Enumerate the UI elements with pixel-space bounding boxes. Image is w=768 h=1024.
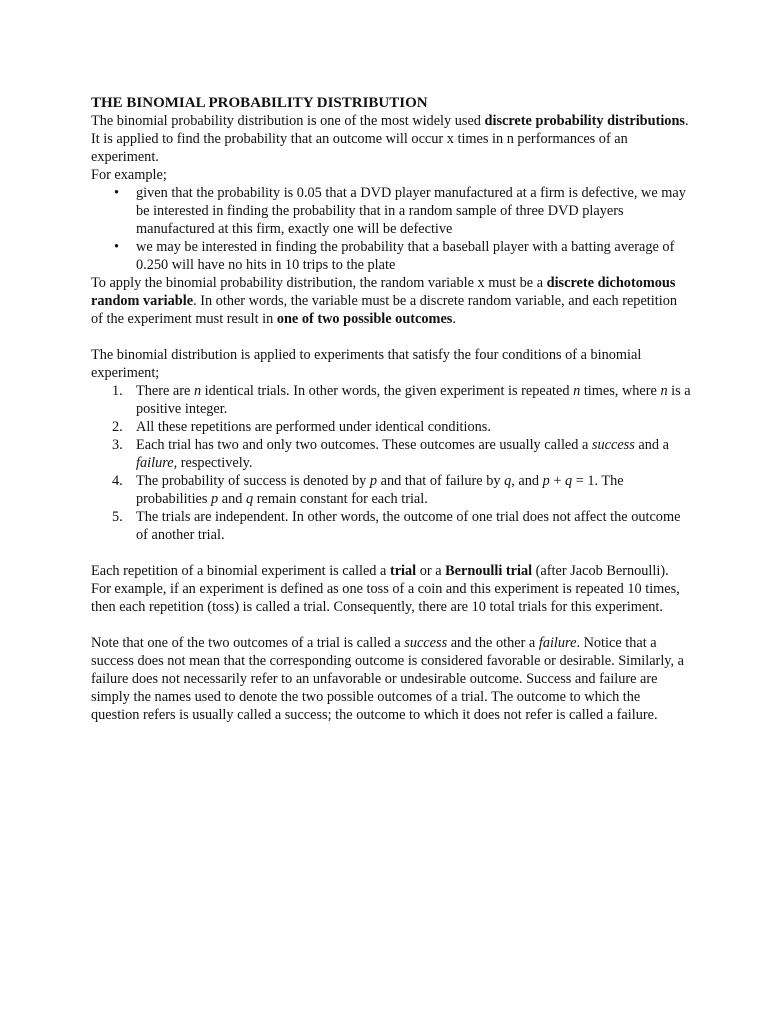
example-label: For example; <box>91 167 167 183</box>
example-item-text: given that the probability is 0.05 that a DVD player manufactured at a firm is defective, we may be interested in finding the probability that in a random sample of three DVD players manufactured at this firm, exactly one will be defective <box>136 185 686 237</box>
conditions-intro: The binomial distribution is applied to experiments that satisfy the four conditions of a binomial experiment; <box>91 347 642 381</box>
text-run: + <box>549 473 565 489</box>
trial-paragraph <box>91 562 691 616</box>
trial-text-2: or a <box>416 563 446 579</box>
italic-var: p <box>369 473 378 489</box>
text-run: and <box>218 491 246 507</box>
document-title: THE BINOMIAL PROBABILITY DISTRIBUTION <box>91 95 428 111</box>
note-text-1: Note that one of the two outcomes of a trial is called a <box>91 635 405 651</box>
intro-bold-term: discrete probability distributions <box>484 113 685 129</box>
condition-text: All these repetitions are performed under identical conditions. <box>136 419 491 435</box>
condition-number: 3. <box>112 437 123 453</box>
bernoulli-bold-term: Bernoulli trial <box>445 563 533 579</box>
apply-paragraph <box>91 274 691 328</box>
apply-bold-term-2: one of two possible outcomes <box>276 311 453 327</box>
condition-number: 2. <box>112 419 123 435</box>
text-run: There are <box>136 383 194 399</box>
condition-item-2 <box>91 418 691 436</box>
failure-italic-term: failure <box>538 635 577 651</box>
text-run: Each trial has two and only two outcomes. These outcomes are usually called a <box>136 437 592 453</box>
intro-text-2: . It is applied to find the probability that an outcome will occur x times in n performances of an experiment. <box>91 113 689 165</box>
example-list <box>91 184 691 274</box>
text-run: respectively. <box>177 455 253 471</box>
condition-item-1 <box>91 382 691 418</box>
conditions-list <box>91 382 691 544</box>
text-run: times, where <box>580 383 661 399</box>
condition-number: 1. <box>112 383 123 399</box>
paragraph-spacer <box>91 328 691 346</box>
condition-number: 4. <box>112 473 123 489</box>
text-run: is a positive integer. <box>136 383 691 417</box>
condition-text <box>136 383 691 417</box>
condition-item-5 <box>91 508 691 544</box>
bullet-icon: • <box>114 185 120 201</box>
apply-text-2: . In other words, the variable must be a discrete random variable, and each repetition of the experiment must result in <box>91 293 677 327</box>
example-item <box>91 238 691 274</box>
note-text-2: and the other a <box>447 635 539 651</box>
success-italic-term: success <box>404 635 448 651</box>
bullet-icon: • <box>114 239 120 255</box>
italic-var: q <box>246 491 254 507</box>
paragraph-spacer <box>91 544 691 562</box>
italic-var: n <box>660 383 668 399</box>
text-run: and a <box>634 437 669 453</box>
apply-text-3: . <box>452 311 456 327</box>
italic-var: n <box>573 383 581 399</box>
paragraph-spacer <box>91 616 691 634</box>
condition-item-3 <box>91 436 691 472</box>
intro-text-1: The binomial probability distribution is one of the most widely used <box>91 113 485 129</box>
intro-paragraph <box>91 112 691 166</box>
italic-var: n <box>193 383 202 399</box>
note-text-3: . Notice that a success does not mean that the corresponding outcome is considered favorable or desirable. Similarly, a failure does not necessarily refer to an unfavorable or undesirable outcome. Success and failure are simply the names used to denote the two possible outcomes of a trial. The outcome to which the question refers is usually called a success; the outcome to which it does not refer is called a failure. <box>91 635 685 723</box>
apply-bold-term-1: discrete dichotomous random variable <box>91 275 676 309</box>
trial-text-3: (after Jacob Bernoulli). For example, if an experiment is defined as one toss of a coin and this experiment is repeated 10 times, then each repetition (toss) is called a trial. Consequently, there are 10 total trials for this experiment. <box>91 563 680 615</box>
condition-text <box>136 473 624 507</box>
note-paragraph <box>91 634 691 724</box>
italic-var: q <box>564 473 573 489</box>
text-run: and that of failure by <box>377 473 505 489</box>
text-run: identical trials. In other words, the given experiment is repeated <box>201 383 574 399</box>
condition-text <box>136 437 669 471</box>
condition-item-4 <box>91 472 691 508</box>
italic-term: failure, <box>136 455 178 471</box>
document-page <box>91 94 691 724</box>
text-run: The probability of success is denoted by <box>136 473 370 489</box>
trial-bold-term: trial <box>389 563 417 579</box>
italic-var: q <box>504 473 512 489</box>
trial-text-1: Each repetition of a binomial experiment is called a <box>91 563 390 579</box>
text-run: , and <box>511 473 543 489</box>
apply-text-1: To apply the binomial probability distribution, the random variable x must be a <box>91 275 547 291</box>
condition-number: 5. <box>112 509 123 525</box>
example-item <box>91 184 691 238</box>
italic-var: p <box>211 491 219 507</box>
text-run: remain constant for each trial. <box>253 491 428 507</box>
condition-text: The trials are independent. In other words, the outcome of one trial does not affect the outcome of another trial. <box>136 509 681 543</box>
text-run: = 1. The probabilities <box>136 473 624 507</box>
italic-term: success <box>591 437 635 453</box>
example-item-text: we may be interested in finding the probability that a baseball player with a batting average of 0.250 will have no hits in 10 trips to the plate <box>136 239 675 273</box>
italic-var: p <box>542 473 550 489</box>
